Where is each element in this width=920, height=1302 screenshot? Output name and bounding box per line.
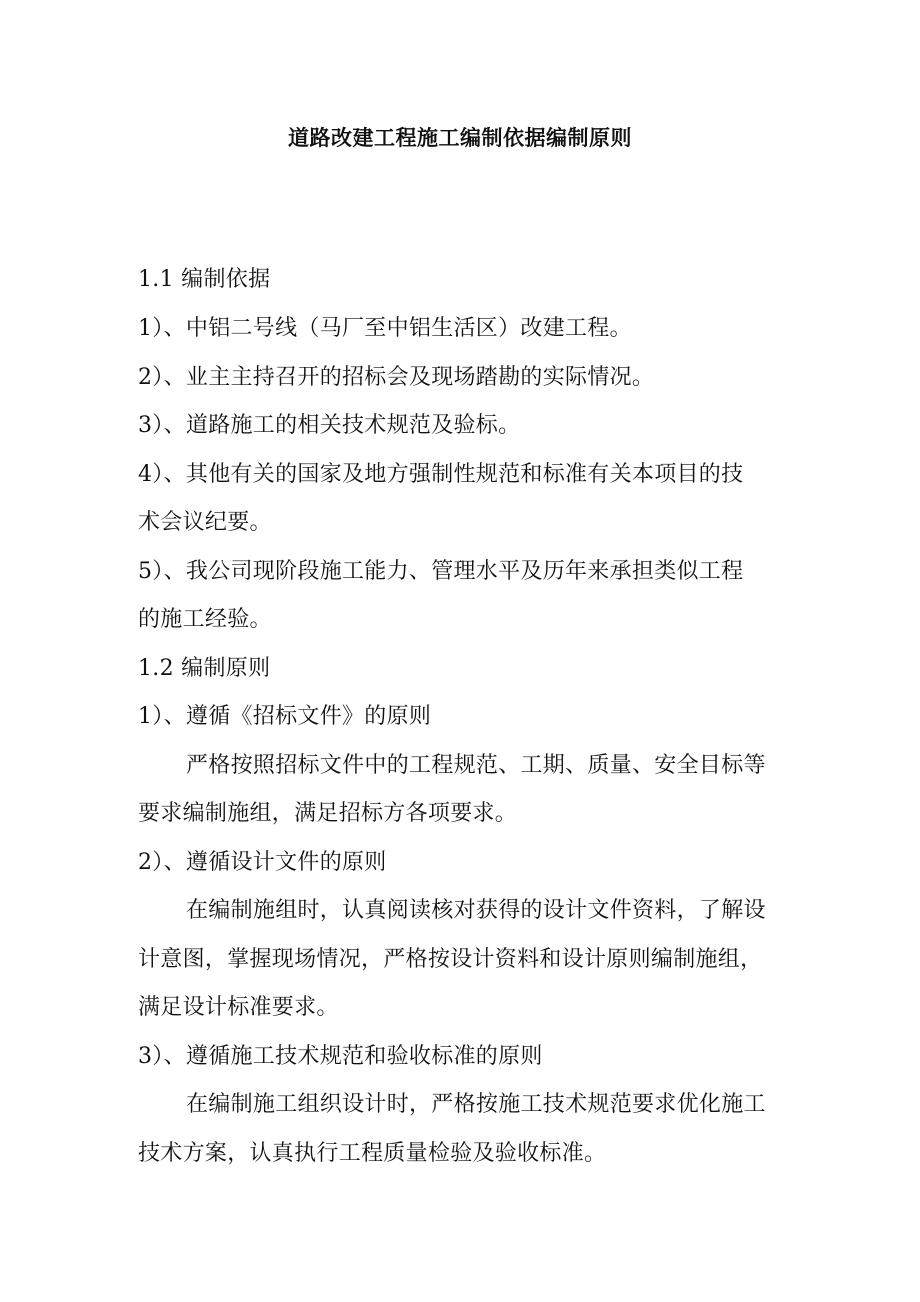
- paragraph-line: 的施工经验。: [138, 607, 272, 632]
- paragraph-line: 3）、遵循施工技术规范和验收标准的原则: [138, 1044, 543, 1069]
- paragraph-line: 计意图，掌握现场情况，严格按设计资料和设计原则编制施组，: [138, 947, 763, 972]
- paragraph-line: 术会议纪要。: [138, 510, 272, 535]
- paragraph-line: 5）、我公司现阶段施工能力、管理水平及历年来承担类似工程: [138, 559, 744, 584]
- paragraph-line: 在编制施组时，认真阅读核对获得的设计文件资料，了解设: [186, 898, 766, 923]
- section-heading-1-1: 1.1 编制依据: [138, 267, 271, 292]
- paragraph-line: 2）、业主主持召开的招标会及现场踏勘的实际情况。: [138, 365, 655, 390]
- section-heading-1-2: 1.2 编制原则: [138, 656, 271, 681]
- paragraph-line: 在编制施工组织设计时，严格按施工技术规范要求优化施工: [186, 1092, 766, 1117]
- paragraph-line: 3）、道路施工的相关技术规范及验标。: [138, 413, 521, 438]
- paragraph-line: 技术方案，认真执行工程质量检验及验收标准。: [138, 1141, 607, 1166]
- paragraph-line: 1）、遵循《招标文件》的原则: [138, 704, 432, 729]
- document-title: 道路改建工程施工编制依据编制原则: [288, 126, 632, 150]
- paragraph-line: 1）、中铝二号线（马厂至中铝生活区）改建工程。: [138, 316, 632, 341]
- paragraph-line: 要求编制施组，满足招标方各项要求。: [138, 801, 518, 826]
- paragraph-line: 满足设计标准要求。: [138, 995, 339, 1020]
- paragraph-line: 2）、遵循设计文件的原则: [138, 850, 387, 875]
- paragraph-line: 4）、其他有关的国家及地方强制性规范和标准有关本项目的技: [138, 462, 744, 487]
- paragraph-line: 严格按照招标文件中的工程规范、工期、质量、安全目标等: [186, 753, 766, 778]
